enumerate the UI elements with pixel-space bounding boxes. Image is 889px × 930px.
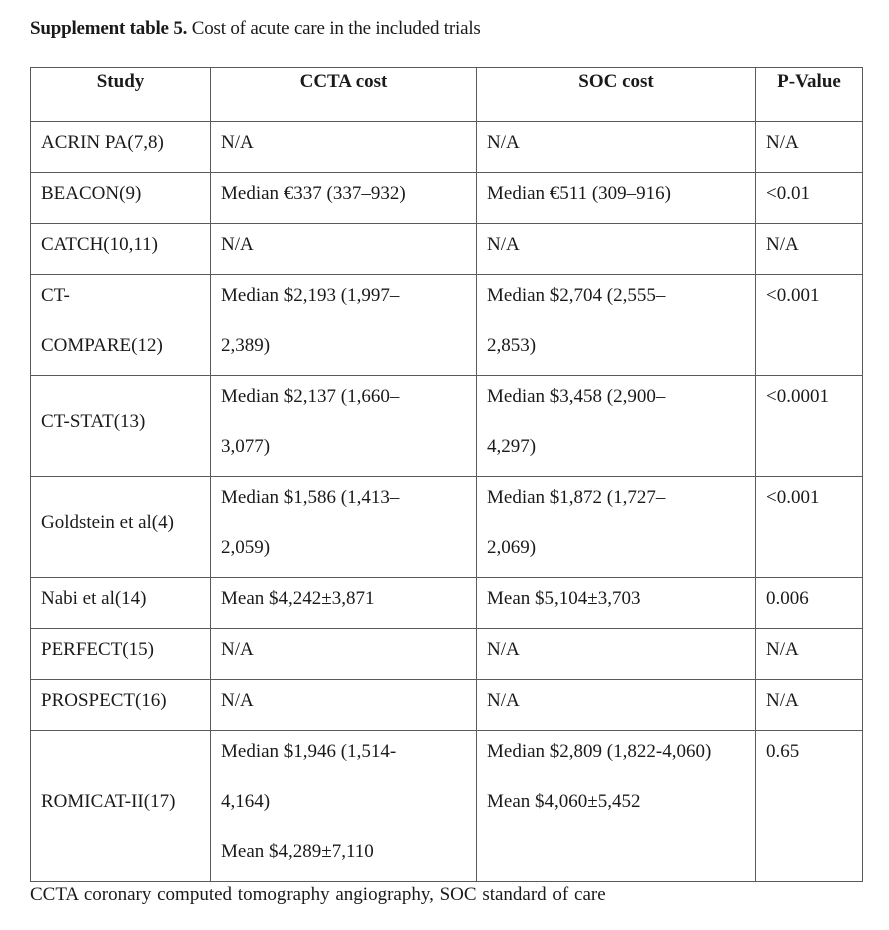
p-value-cell <box>756 680 863 731</box>
cell-line: N/A <box>766 132 799 153</box>
p-value-cell <box>756 578 863 629</box>
study-cell <box>31 122 211 173</box>
ccta-cost-cell <box>211 629 477 680</box>
table-row <box>31 275 863 376</box>
table-row <box>31 173 863 224</box>
cell-line: N/A <box>221 690 254 711</box>
cell-line: N/A <box>487 639 520 660</box>
cell-line: N/A <box>766 639 799 660</box>
header-p-value: P-Value <box>756 68 863 122</box>
ccta-cost-cell <box>211 275 477 376</box>
table-row <box>31 122 863 173</box>
p-value-cell <box>756 122 863 173</box>
cell-line: Median $1,872 (1,727– <box>487 487 666 508</box>
ccta-cost-cell <box>211 578 477 629</box>
cell-line: PROSPECT(16) <box>41 690 167 711</box>
cell-line: CT- <box>41 285 70 306</box>
cell-line: Mean $5,104±3,703 <box>487 588 641 609</box>
soc-cost-cell <box>477 275 756 376</box>
ccta-cost-cell <box>211 477 477 578</box>
study-cell <box>31 578 211 629</box>
ccta-cost-cell <box>211 224 477 275</box>
ccta-cost-cell <box>211 680 477 731</box>
cell-line: Median $2,809 (1,822-4,060) <box>487 741 712 762</box>
ccta-cost-cell <box>211 122 477 173</box>
soc-cost-cell <box>477 376 756 477</box>
table-caption <box>30 18 481 40</box>
soc-cost-cell <box>477 122 756 173</box>
p-value-cell <box>756 477 863 578</box>
study-cell <box>31 376 211 477</box>
header-soc-cost: SOC cost <box>477 68 756 122</box>
cell-line: Median $1,586 (1,413– <box>221 487 400 508</box>
header-ccta-cost: CCTA cost <box>211 68 477 122</box>
cell-line: <0.001 <box>766 487 820 508</box>
study-cell <box>31 173 211 224</box>
cell-line: 4,297) <box>487 436 537 457</box>
soc-cost-cell <box>477 731 756 882</box>
cell-line: 0.65 <box>766 741 800 762</box>
cell-line: Mean $4,242±3,871 <box>221 588 375 609</box>
cell-line: Median $2,193 (1,997– <box>221 285 400 306</box>
cell-line: N/A <box>221 234 254 255</box>
cell-line: <0.01 <box>766 183 810 204</box>
cell-line: N/A <box>766 690 799 711</box>
p-value-cell <box>756 376 863 477</box>
cell-line: 2,069) <box>487 537 537 558</box>
p-value-cell <box>756 224 863 275</box>
table-row <box>31 224 863 275</box>
cell-line: 2,059) <box>221 537 271 558</box>
cell-line: 4,164) <box>221 791 271 812</box>
study-cell <box>31 629 211 680</box>
cell-line: CATCH(10,11) <box>41 234 158 255</box>
study-cell <box>31 731 211 882</box>
cell-line: PERFECT(15) <box>41 639 154 660</box>
cell-line: <0.001 <box>766 285 820 306</box>
study-cell <box>31 224 211 275</box>
ccta-cost-cell <box>211 376 477 477</box>
cell-line: BEACON(9) <box>41 183 142 204</box>
cell-line: N/A <box>487 690 520 711</box>
cell-line: COMPARE(12) <box>41 335 163 356</box>
cell-line: Median €511 (309–916) <box>487 183 671 204</box>
study-cell <box>31 680 211 731</box>
table-row <box>31 578 863 629</box>
cell-line: ACRIN PA(7,8) <box>41 132 164 153</box>
cost-table <box>30 67 863 882</box>
header-study: Study <box>31 68 211 122</box>
ccta-cost-cell <box>211 731 477 882</box>
cell-line: CT-STAT(13) <box>41 411 146 432</box>
table-caption-label: Supplement table 5. <box>30 18 188 39</box>
cell-line: Mean $4,060±5,452 <box>487 791 641 812</box>
soc-cost-cell <box>477 680 756 731</box>
cell-line: Median $1,946 (1,514- <box>221 741 397 762</box>
soc-cost-cell <box>477 224 756 275</box>
cell-line: 2,853) <box>487 335 537 356</box>
soc-cost-cell <box>477 578 756 629</box>
cell-line: <0.0001 <box>766 386 829 407</box>
soc-cost-cell <box>477 173 756 224</box>
cell-line: Median $2,704 (2,555– <box>487 285 666 306</box>
cell-line: 2,389) <box>221 335 271 356</box>
cell-line: Median €337 (337–932) <box>221 183 406 204</box>
cell-line: N/A <box>221 132 254 153</box>
cell-line: 3,077) <box>221 436 271 457</box>
study-cell <box>31 477 211 578</box>
cell-line: N/A <box>766 234 799 255</box>
cell-line: Mean $4,289±7,110 <box>221 841 374 862</box>
cell-line: Median $3,458 (2,900– <box>487 386 666 407</box>
cell-line: Median $2,137 (1,660– <box>221 386 400 407</box>
cell-line: 0.006 <box>766 588 809 609</box>
cell-line: N/A <box>221 639 254 660</box>
table-footnote: CCTA coronary computed tomography angiography, SOC standard of care <box>30 884 606 905</box>
cell-line: N/A <box>487 132 520 153</box>
table-row <box>31 680 863 731</box>
cell-line: ROMICAT-II(17) <box>41 791 176 812</box>
cell-line: Goldstein et al(4) <box>41 512 174 533</box>
cell-line: N/A <box>487 234 520 255</box>
study-cell <box>31 275 211 376</box>
cell-line: Nabi et al(14) <box>41 588 147 609</box>
soc-cost-cell <box>477 477 756 578</box>
ccta-cost-cell <box>211 173 477 224</box>
table-row <box>31 629 863 680</box>
soc-cost-cell <box>477 629 756 680</box>
table-caption-text: Cost of acute care in the included trials <box>187 18 481 39</box>
p-value-cell <box>756 629 863 680</box>
p-value-cell <box>756 173 863 224</box>
p-value-cell <box>756 275 863 376</box>
table-row <box>31 731 863 882</box>
table-row <box>31 477 863 578</box>
table-header-row <box>31 68 863 122</box>
p-value-cell <box>756 731 863 882</box>
table-row <box>31 376 863 477</box>
